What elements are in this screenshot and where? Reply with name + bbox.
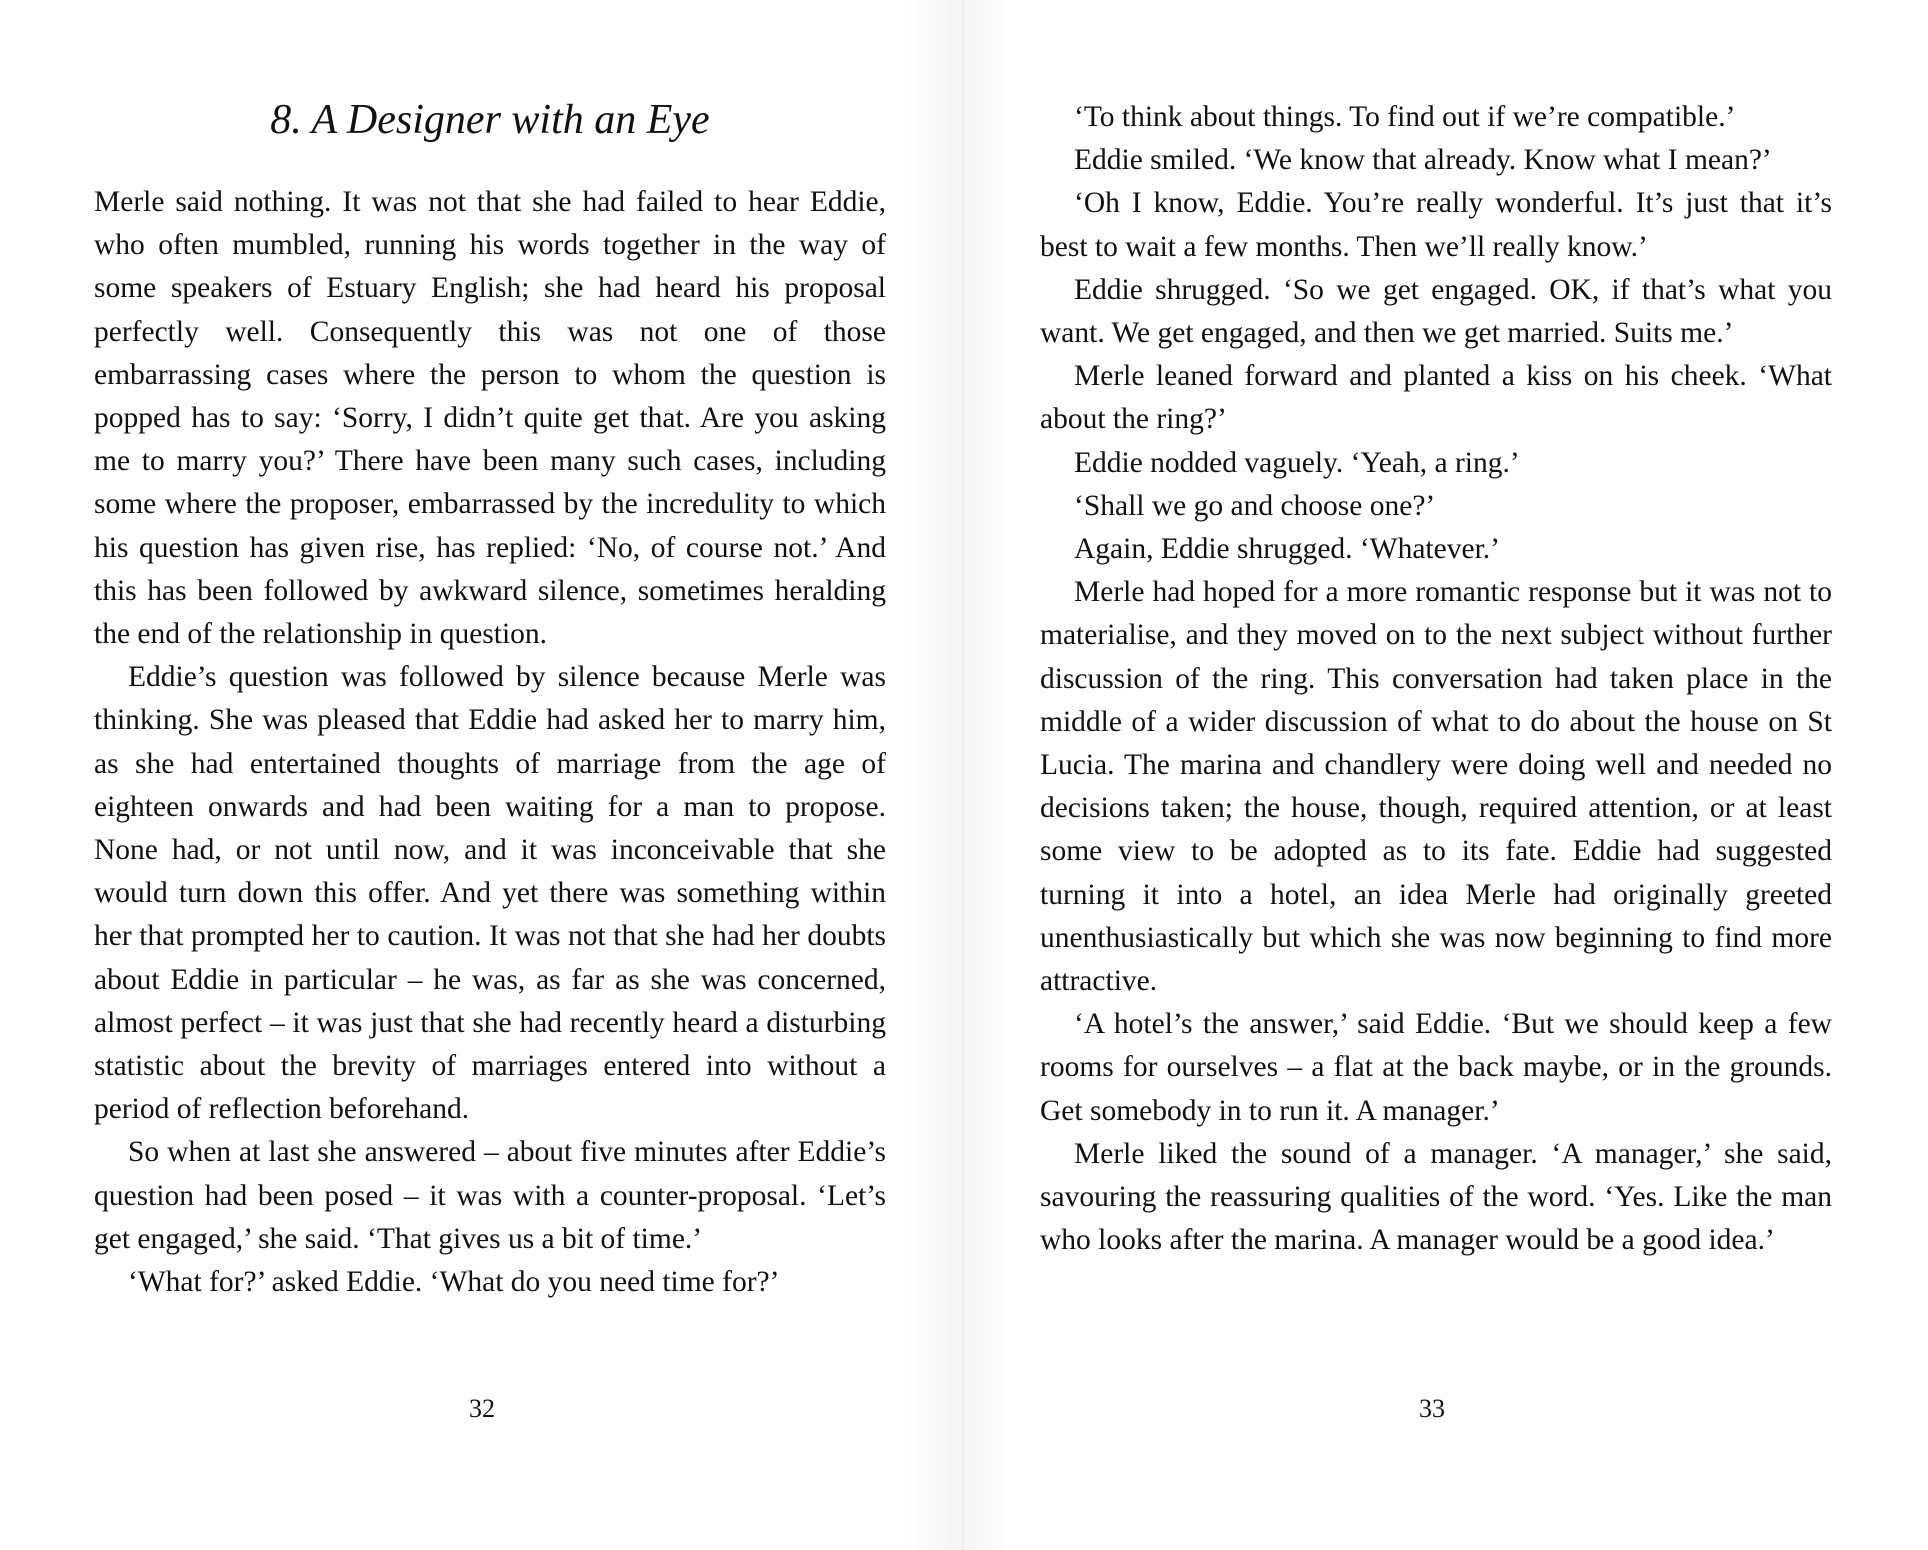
page-number: 33 bbox=[1419, 1394, 1445, 1423]
paragraph: ‘What for?’ asked Eddie. ‘What do you need time for?’ bbox=[128, 1266, 780, 1299]
left-page-body bbox=[94, 181, 886, 1304]
paragraph: Eddie nodded vaguely. ‘Yeah, a ring.’ bbox=[1074, 446, 1520, 479]
paragraph: ‘A hotel’s the answer,’ said Eddie. ‘But we should keep a few rooms for ourselves – a flat at the back maybe, or in the grounds. Get somebody in to run it. A manager.’ bbox=[1040, 1008, 1832, 1127]
right-page-body bbox=[1040, 96, 1832, 1262]
paragraph: Again, Eddie shrugged. ‘Whatever.’ bbox=[1074, 533, 1500, 566]
paragraph: Merle leaned forward and planted a kiss on his cheek. ‘What about the ring?’ bbox=[1040, 360, 1832, 436]
paragraph: Eddie’s question was followed by silence because Merle was thinking. She was pleased that Eddie had asked her to marry him, as she had entertained thoughts of marriage from the age of eighteen onwards and had been waiting for a man to propose. None had, or not until now, and it was inconceivable that she would turn down this offer. And yet there was something within her that prompted her to caution. It was not that she had her doubts about Eddie in particular – he was, as far as she was concerned, almost perfect – it was just that she had recently heard a disturbing statistic about the brevity of marriages entered into without a period of reflection beforehand. bbox=[94, 661, 886, 1126]
chapter-title: 8. A Designer with an Eye bbox=[270, 97, 710, 143]
paragraph: ‘To think about things. To find out if we’re compatible.’ bbox=[1074, 101, 1736, 133]
page-number: 32 bbox=[469, 1394, 495, 1423]
paragraph: Merle said nothing. It was not that she had failed to hear Eddie, who often mumbled, running his words together in the way of some speakers of Estuary English; she had heard his proposal perfectly well. Consequently this was not one of those embarrassing cases where the person to whom the question is popped has to say: ‘Sorry, I didn’t quite get that. Are you asking me to marry you?’ There have been many such cases, including some where the proposer, embarrassed by the incredulity to which his question has given rise, has replied: ‘No, of course not.’ And this has been followed by awkward silence, sometimes heralding the end of the relationship in question. bbox=[94, 186, 886, 651]
paragraph: So when at last she answered – about five minutes after Eddie’s question had been posed – it was with a counter-proposal. ‘Let’s get engaged,’ she said. ‘That gives us a bit of time.’ bbox=[94, 1136, 886, 1255]
paragraph: Eddie shrugged. ‘So we get engaged. OK, if that’s what you want. We get engaged, and then we get married. Suits me.’ bbox=[1040, 273, 1832, 350]
paragraph: ‘Oh I know, Eddie. You’re really wonderful. It’s just that it’s best to wait a few months. Then we’ll really know.’ bbox=[1040, 187, 1832, 263]
paragraph: ‘Shall we go and choose one?’ bbox=[1074, 489, 1436, 522]
paragraph: Merle liked the sound of a manager. ‘A manager,’ she said, savouring the reassuring qualities of the word. ‘Yes. Like the man who looks after the marina. A manager would be a good idea.’ bbox=[1040, 1137, 1832, 1257]
paragraph: Eddie smiled. ‘We know that already. Know what I mean?’ bbox=[1074, 144, 1772, 177]
paragraph: Merle had hoped for a more romantic response but it was not to materialise, and they moved on to the next subject without further discussion of the ring. This conversation had taken place in the middle of a wider discussion of what to do about the house on St Lucia. The marina and chandlery were doing well and needed no decisions taken; the house, though, required attention, or at least some view to be adopted as to its fate. Eddie had suggested turning it into a hotel, an idea Merle had originally greeted unenthusiastically but which she was now beginning to find more attractive. bbox=[1040, 576, 1832, 998]
